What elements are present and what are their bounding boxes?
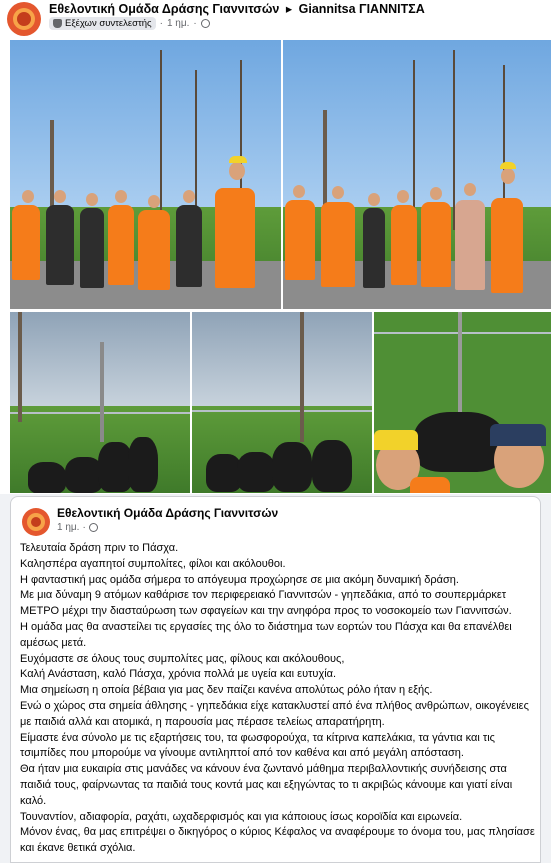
- photo-bags-1[interactable]: [10, 312, 190, 493]
- volunteer: [363, 208, 385, 288]
- yellow-cap: [500, 162, 516, 169]
- header-meta: [49, 17, 210, 30]
- volunteer-head: [501, 168, 515, 184]
- trash-bag: [272, 442, 312, 492]
- volunteer: [215, 188, 255, 288]
- volunteer-head: [229, 162, 245, 180]
- volunteer-head: [22, 190, 34, 203]
- blue-cap: [490, 424, 546, 446]
- post-line: Ευχόμαστε σε όλους τους συμπολίτες μας, φίλους και ακόλουθους,: [20, 652, 345, 665]
- tree: [453, 50, 455, 230]
- volunteer: [46, 205, 74, 285]
- volunteer-head: [332, 186, 344, 199]
- share-arrow-icon: ▸: [285, 2, 293, 16]
- volunteer-vest: [410, 477, 450, 493]
- globe-icon: [89, 523, 98, 532]
- yellow-cap: [374, 430, 418, 450]
- group-avatar[interactable]: [7, 2, 41, 36]
- volunteer: [12, 205, 40, 280]
- yellow-cap: [229, 156, 247, 163]
- post-body: [20, 541, 535, 857]
- post-line: Η ομάδα μας θα αναστείλει τις εργασίες της όλο το διάστημα των εορτών του Πάσχα και θα επανέλθει αμέσως μετά.: [20, 620, 512, 649]
- volunteer-head: [464, 183, 476, 196]
- trash-bag: [28, 462, 66, 493]
- trophy-icon: [53, 19, 62, 28]
- post-line: Η φανταστική μας ομάδα σήμερα το απόγευμα προχώρησε σε μια ακόμη δυναμική δράση.: [20, 573, 459, 586]
- sign-pole: [100, 342, 104, 442]
- post-line: Ενώ ο χώρος στα σημεία άθλησης - γηπεδάκια είχε κατακλυστεί από ένα πλήθος ανθρώπων, οικογένειες με παιδιά αλλά και ατομικά, η παρουσία μας πέρασε τελείως απαρατήρητη.: [20, 699, 529, 728]
- post-header: [0, 0, 551, 36]
- volunteer-head: [86, 193, 98, 206]
- photo-collage: [0, 36, 551, 494]
- header-title: [49, 1, 425, 16]
- group-logo-center: [31, 517, 41, 527]
- photo-selfie[interactable]: [374, 312, 551, 493]
- post-card: [10, 496, 541, 863]
- tree: [413, 60, 415, 230]
- volunteer-head: [293, 185, 305, 198]
- post-line: Μόνον ένας, θα μας επιτρέψει ο δικηγόρος ο κύριος Κέφαλος να αναφέρουμε το όνομα του, μας πλησίασε και έκανε θετικά σχόλια.: [20, 826, 535, 855]
- volunteer: [421, 202, 451, 287]
- volunteer: [176, 205, 202, 287]
- fence: [192, 410, 372, 412]
- separator-dot-2: ·: [193, 18, 197, 29]
- badge-label: Εξέχων συντελεστής: [65, 18, 152, 29]
- photo-group-1[interactable]: [10, 40, 281, 309]
- group-logo-center: [17, 12, 31, 26]
- separator-dot: ·: [82, 522, 86, 533]
- post-meta: [57, 522, 98, 533]
- trash-bag: [128, 437, 158, 492]
- post-line: Καλή Ανάσταση, καλό Πάσχα, χρόνια πολλά με υγεία και ευτυχία.: [20, 668, 337, 681]
- author-name-link[interactable]: Εθελοντική Ομάδα Δράσης Γιαννιτσών: [57, 506, 279, 520]
- post-time-link[interactable]: 1 ημ.: [166, 18, 190, 29]
- utility-pole: [300, 312, 304, 442]
- volunteer-head: [397, 190, 409, 203]
- volunteer: [138, 210, 170, 290]
- separator-dot: ·: [159, 18, 163, 29]
- photo-group-2[interactable]: [283, 40, 551, 309]
- volunteer-head: [115, 190, 127, 203]
- globe-icon: [201, 19, 210, 28]
- volunteer-head: [183, 190, 195, 203]
- tree: [160, 50, 162, 230]
- volunteer: [108, 205, 134, 285]
- trash-bag: [312, 440, 352, 492]
- post-line: Τελευταία δράση πριν το Πάσχα.: [20, 542, 179, 554]
- volunteer: [285, 200, 315, 280]
- utility-pole: [18, 312, 22, 422]
- post-time-link[interactable]: 1 ημ.: [57, 522, 80, 533]
- photo-bags-2[interactable]: [192, 312, 372, 493]
- volunteer: [321, 202, 355, 287]
- post-line: Μια σημείωση η οποία βέβαια για μας δεν παίζει κανένα απολύτως ρόλο ήταν η εξής.: [20, 684, 433, 697]
- post-line: Θα ήταν μια ευκαιρία στις μανάδες να κάνουν ένα ζωντανό μάθημα περιβαλλοντικής συνήδεισης στα παιδιά τους, φαίρνωντας τα παιδιά τους κοντά μας και εξηγώντας το τι ακριβώς κάνουμε και γιατί είναι καλό.: [20, 763, 513, 807]
- volunteer-head: [54, 190, 66, 203]
- post-line: Καλησπέρα αγαπητοί συμπολίτες, φίλοι και ακόλουθοι.: [20, 557, 286, 570]
- post-line: Τουναντίον, αδιαφορία, ραχάτι, ωχαδερφισμός και για κάποιους ίσως κοροϊδία και ειρωνεία.: [20, 810, 463, 823]
- author-avatar[interactable]: [22, 508, 50, 536]
- target-page-link[interactable]: Giannitsa ΓΙΑΝΝΙΤΣΑ: [298, 2, 425, 16]
- volunteer-head: [430, 187, 442, 200]
- volunteer: [491, 198, 523, 293]
- trash-bag: [237, 452, 275, 492]
- volunteer: [455, 200, 485, 290]
- post-line: Με μια δύναμη 9 ατόμων καθάρισε τον περιφερειακό Γιαννιτσών - γηπεδάκια, από το σουπερμάρκετ ΜΕΤΡΟ μέχρι την διασταύρωση των σφαγείων και την ανηφόρα προς το νοσοκομείο των Γιαννιτσών.: [20, 589, 512, 618]
- group-name-link[interactable]: Εθελοντική Ομάδα Δράσης Γιαννιτσών: [49, 2, 280, 16]
- fence: [374, 332, 551, 334]
- volunteer: [391, 205, 417, 285]
- post-line: Είμαστε ένα σύνολο με τις εξαρτήσεις του, τα φωσφορούχα, τα κίτρινα καπελάκια, τα γάντια και τις τσιμπίδες που μπορούμε να γίνουμε αντιληπτοί από τον καθένα και από μεγάλη απόσταση.: [20, 731, 495, 760]
- volunteer-head: [148, 195, 160, 208]
- volunteer: [80, 208, 104, 288]
- cloudy-sky: [192, 312, 372, 406]
- volunteer-head: [368, 193, 380, 206]
- top-contributor-badge[interactable]: [49, 17, 156, 30]
